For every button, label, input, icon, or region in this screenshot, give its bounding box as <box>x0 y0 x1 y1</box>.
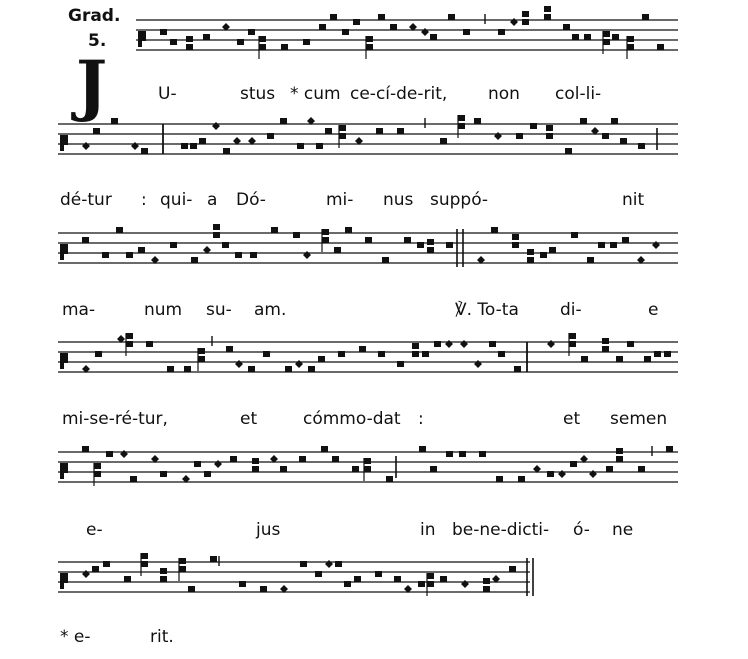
square-note-icon <box>479 451 486 457</box>
rhombus-note-icon <box>445 340 453 348</box>
square-note-icon <box>138 247 145 253</box>
square-note-icon <box>509 566 516 572</box>
square-note-icon <box>427 581 434 587</box>
lyric-syllable: am. <box>254 300 287 320</box>
clef-icon <box>60 463 64 479</box>
square-note-icon <box>300 561 307 567</box>
square-note-icon <box>179 558 186 564</box>
rhombus-note-icon <box>652 241 660 249</box>
square-note-icon <box>422 351 429 357</box>
clef-icon <box>142 36 146 41</box>
lyric-syllable: cómmo-dat <box>303 409 401 429</box>
square-note-icon <box>569 333 576 339</box>
square-note-icon <box>463 29 470 35</box>
clef-icon <box>64 358 68 363</box>
square-note-icon <box>397 128 404 134</box>
square-note-icon <box>160 576 167 582</box>
square-note-icon <box>226 346 233 352</box>
lyric-syllable: rit. <box>150 627 174 647</box>
rhombus-note-icon <box>212 122 220 130</box>
lyric-syllable: stus <box>240 84 276 104</box>
square-note-icon <box>342 29 349 35</box>
square-note-icon <box>489 341 496 347</box>
square-note-icon <box>111 118 118 124</box>
square-note-icon <box>584 34 591 40</box>
square-note-icon <box>666 446 673 452</box>
square-note-icon <box>318 356 325 362</box>
square-note-icon <box>458 123 465 129</box>
rhombus-note-icon <box>82 142 90 150</box>
square-note-icon <box>602 133 609 139</box>
lyric-syllable: su- <box>206 300 232 320</box>
rhombus-note-icon <box>558 470 566 478</box>
rhombus-note-icon <box>82 570 90 578</box>
square-note-icon <box>203 34 210 40</box>
square-note-icon <box>354 576 361 582</box>
lyric-syllable: di- <box>560 300 582 320</box>
square-note-icon <box>572 34 579 40</box>
square-note-icon <box>293 232 300 238</box>
square-note-icon <box>483 578 490 584</box>
square-note-icon <box>627 341 634 347</box>
lyric-syllable: ó- <box>573 520 590 540</box>
square-note-icon <box>338 351 345 357</box>
square-note-icon <box>281 44 288 50</box>
square-note-icon <box>352 466 359 472</box>
clef-icon <box>64 353 68 358</box>
square-note-icon <box>491 227 498 233</box>
lyric-syllable: jus <box>256 520 281 540</box>
square-note-icon <box>606 466 613 472</box>
square-note-icon <box>440 576 447 582</box>
square-note-icon <box>332 456 339 462</box>
square-note-icon <box>344 581 351 587</box>
square-note-icon <box>516 133 523 139</box>
square-note-icon <box>446 451 453 457</box>
rhombus-note-icon <box>295 360 303 368</box>
square-note-icon <box>252 458 259 464</box>
square-note-icon <box>167 366 174 372</box>
square-note-icon <box>378 14 385 20</box>
square-note-icon <box>334 247 341 253</box>
square-note-icon <box>427 239 434 245</box>
square-note-icon <box>612 34 619 40</box>
square-note-icon <box>230 456 237 462</box>
square-note-icon <box>434 341 441 347</box>
lyric-syllable: ne <box>612 520 634 540</box>
square-note-icon <box>194 461 201 467</box>
square-note-icon <box>130 476 137 482</box>
square-note-icon <box>186 36 193 42</box>
square-note-icon <box>598 242 605 248</box>
square-note-icon <box>124 576 131 582</box>
clef-icon <box>64 140 68 145</box>
square-note-icon <box>498 29 505 35</box>
square-note-icon <box>522 19 529 25</box>
square-note-icon <box>141 561 148 567</box>
square-note-icon <box>664 351 671 357</box>
square-note-icon <box>418 581 425 587</box>
square-note-icon <box>570 461 577 467</box>
lyric-syllable: dé-tur <box>60 190 112 210</box>
lyric-syllable: nus <box>383 190 414 210</box>
square-note-icon <box>82 446 89 452</box>
square-note-icon <box>103 561 110 567</box>
initial-letter: J <box>76 46 108 124</box>
square-note-icon <box>571 232 578 238</box>
lyric-syllable: Dó- <box>236 190 266 210</box>
square-note-icon <box>267 133 274 139</box>
square-note-icon <box>498 351 505 357</box>
square-note-icon <box>179 566 186 572</box>
square-note-icon <box>198 348 205 354</box>
square-note-icon <box>248 366 255 372</box>
rhombus-note-icon <box>303 251 311 259</box>
square-note-icon <box>250 252 257 258</box>
square-note-icon <box>285 366 292 372</box>
square-note-icon <box>94 471 101 477</box>
clef-icon <box>64 578 68 583</box>
lyric-syllable: : <box>141 190 147 210</box>
rhombus-note-icon <box>460 340 468 348</box>
lyric-syllable: ma- <box>62 300 96 320</box>
clef-icon <box>64 468 68 473</box>
chant-type-label: Grad. <box>68 6 121 26</box>
square-note-icon <box>184 366 191 372</box>
square-note-icon <box>181 143 188 149</box>
lyric-syllable: e- <box>86 520 103 540</box>
lyric-syllable: non <box>488 84 520 104</box>
square-note-icon <box>419 446 426 452</box>
rhombus-note-icon <box>494 132 502 140</box>
square-note-icon <box>569 341 576 347</box>
lyric-syllable: * cum <box>290 84 341 104</box>
square-note-icon <box>644 356 651 362</box>
mode-label: 5. <box>88 31 107 51</box>
square-note-icon <box>620 138 627 144</box>
square-note-icon <box>335 561 342 567</box>
square-note-icon <box>237 39 244 45</box>
square-note-icon <box>223 148 230 154</box>
square-note-icon <box>366 36 373 42</box>
square-note-icon <box>160 471 167 477</box>
square-note-icon <box>92 566 99 572</box>
lyric-syllable: et <box>563 409 581 429</box>
square-note-icon <box>440 138 447 144</box>
square-note-icon <box>611 118 618 124</box>
square-note-icon <box>170 242 177 248</box>
clef-icon <box>64 249 68 254</box>
clef-icon <box>64 135 68 140</box>
lyric-syllable: et <box>240 409 258 429</box>
square-note-icon <box>366 44 373 50</box>
square-note-icon <box>82 237 89 243</box>
square-note-icon <box>603 31 610 37</box>
lyric-syllable: a <box>207 190 218 210</box>
square-note-icon <box>530 123 537 129</box>
lyric-syllable: e <box>648 300 659 320</box>
square-note-icon <box>315 571 322 577</box>
square-note-icon <box>339 133 346 139</box>
square-note-icon <box>496 476 503 482</box>
square-note-icon <box>316 143 323 149</box>
clef-icon <box>60 353 64 369</box>
square-note-icon <box>95 351 102 357</box>
square-note-icon <box>514 366 521 372</box>
square-note-icon <box>397 361 404 367</box>
lyric-syllable: ℣. To-ta <box>455 300 519 320</box>
square-note-icon <box>540 252 547 258</box>
square-note-icon <box>321 446 328 452</box>
rhombus-note-icon <box>510 18 518 26</box>
square-note-icon <box>483 586 490 592</box>
square-note-icon <box>627 44 634 50</box>
square-note-icon <box>580 118 587 124</box>
square-note-icon <box>322 237 329 243</box>
square-note-icon <box>303 39 310 45</box>
square-note-icon <box>546 133 553 139</box>
square-note-icon <box>412 351 419 357</box>
square-note-icon <box>547 471 554 477</box>
rhombus-note-icon <box>461 580 469 588</box>
lyric-syllable: suppó- <box>430 190 489 210</box>
square-note-icon <box>322 229 329 235</box>
square-note-icon <box>603 39 610 45</box>
rhombus-note-icon <box>120 450 128 458</box>
lyric-syllable: be-ne-dicti- <box>452 520 550 540</box>
rhombus-note-icon <box>235 360 243 368</box>
square-note-icon <box>430 34 437 40</box>
square-note-icon <box>638 466 645 472</box>
square-note-icon <box>638 143 645 149</box>
square-note-icon <box>260 586 267 592</box>
square-note-icon <box>191 257 198 263</box>
square-note-icon <box>297 143 304 149</box>
lyric-syllable: col-li- <box>555 84 602 104</box>
square-note-icon <box>319 24 326 30</box>
square-note-icon <box>204 471 211 477</box>
square-note-icon <box>378 351 385 357</box>
rhombus-note-icon <box>589 470 597 478</box>
square-note-icon <box>563 24 570 30</box>
square-note-icon <box>430 466 437 472</box>
square-note-icon <box>160 29 167 35</box>
square-note-icon <box>544 14 551 20</box>
square-note-icon <box>394 576 401 582</box>
lyric-syllable: ce-cí-de-rit, <box>350 84 448 104</box>
square-note-icon <box>248 29 255 35</box>
lyric-syllable: qui- <box>160 190 193 210</box>
square-note-icon <box>386 476 393 482</box>
square-note-icon <box>188 586 195 592</box>
square-note-icon <box>364 466 371 472</box>
square-note-icon <box>325 128 332 134</box>
lyric-syllable: num <box>144 300 183 320</box>
rhombus-note-icon <box>325 560 333 568</box>
square-note-icon <box>474 118 481 124</box>
square-note-icon <box>126 252 133 258</box>
square-note-icon <box>427 573 434 579</box>
clef-icon <box>60 135 64 151</box>
square-note-icon <box>616 356 623 362</box>
square-note-icon <box>126 333 133 339</box>
square-note-icon <box>141 553 148 559</box>
square-note-icon <box>602 346 609 352</box>
square-note-icon <box>602 338 609 344</box>
square-note-icon <box>280 466 287 472</box>
square-note-icon <box>259 36 266 42</box>
lyric-syllable: U- <box>158 84 177 104</box>
lyric-syllable: mi-se-ré-tur, <box>62 409 168 429</box>
square-note-icon <box>512 234 519 240</box>
rhombus-note-icon <box>421 28 429 36</box>
square-note-icon <box>213 224 220 230</box>
square-note-icon <box>359 346 366 352</box>
square-note-icon <box>446 242 453 248</box>
square-note-icon <box>213 232 220 238</box>
square-note-icon <box>565 148 572 154</box>
rhombus-note-icon <box>547 340 555 348</box>
square-note-icon <box>627 36 634 42</box>
square-note-icon <box>518 476 525 482</box>
square-note-icon <box>299 456 306 462</box>
square-note-icon <box>186 44 193 50</box>
square-note-icon <box>210 556 217 562</box>
square-note-icon <box>546 125 553 131</box>
clef-icon <box>64 244 68 249</box>
rhombus-note-icon <box>214 460 222 468</box>
square-note-icon <box>106 451 113 457</box>
square-note-icon <box>522 11 529 17</box>
square-note-icon <box>345 227 352 233</box>
lyric-syllable: mi- <box>326 190 354 210</box>
square-note-icon <box>190 143 197 149</box>
square-note-icon <box>198 356 205 362</box>
clef-icon <box>142 31 146 36</box>
square-note-icon <box>222 242 229 248</box>
lyric-syllable: : <box>418 409 424 429</box>
square-note-icon <box>527 257 534 263</box>
square-note-icon <box>459 451 466 457</box>
square-note-icon <box>116 227 123 233</box>
square-note-icon <box>642 14 649 20</box>
square-note-icon <box>587 257 594 263</box>
square-note-icon <box>527 249 534 255</box>
clef-icon <box>64 463 68 468</box>
square-note-icon <box>654 351 661 357</box>
rhombus-note-icon <box>131 142 139 150</box>
square-note-icon <box>364 458 371 464</box>
clef-icon <box>60 573 64 589</box>
square-note-icon <box>417 242 424 248</box>
square-note-icon <box>235 252 242 258</box>
square-note-icon <box>544 6 551 12</box>
square-note-icon <box>239 581 246 587</box>
square-note-icon <box>657 44 664 50</box>
square-note-icon <box>458 115 465 121</box>
square-note-icon <box>271 227 278 233</box>
square-note-icon <box>616 456 623 462</box>
square-note-icon <box>259 44 266 50</box>
square-note-icon <box>390 24 397 30</box>
square-note-icon <box>146 341 153 347</box>
square-note-icon <box>375 571 382 577</box>
square-note-icon <box>126 341 133 347</box>
square-note-icon <box>616 448 623 454</box>
clef-icon <box>60 244 64 260</box>
lyric-syllable: semen <box>610 409 668 429</box>
square-note-icon <box>199 138 206 144</box>
rhombus-note-icon <box>474 360 482 368</box>
square-note-icon <box>94 463 101 469</box>
square-note-icon <box>622 237 629 243</box>
square-note-icon <box>102 252 109 258</box>
square-note-icon <box>263 351 270 357</box>
square-note-icon <box>339 125 346 131</box>
square-note-icon <box>382 257 389 263</box>
square-note-icon <box>308 366 315 372</box>
lyric-syllable: * e- <box>60 627 91 647</box>
square-note-icon <box>330 14 337 20</box>
clef-icon <box>64 573 68 578</box>
square-note-icon <box>93 128 100 134</box>
square-note-icon <box>549 247 556 253</box>
lyric-syllable: in <box>420 520 436 540</box>
square-note-icon <box>404 237 411 243</box>
square-note-icon <box>170 39 177 45</box>
square-note-icon <box>376 128 383 134</box>
square-note-icon <box>160 568 167 574</box>
square-note-icon <box>610 242 617 248</box>
square-note-icon <box>427 247 434 253</box>
square-note-icon <box>512 242 519 248</box>
square-note-icon <box>141 148 148 154</box>
square-note-icon <box>252 466 259 472</box>
square-note-icon <box>365 237 372 243</box>
square-note-icon <box>280 118 287 124</box>
clef-icon <box>138 31 142 47</box>
square-note-icon <box>412 343 419 349</box>
square-note-icon <box>353 19 360 25</box>
lyric-syllable: nit <box>622 190 645 210</box>
square-note-icon <box>581 356 588 362</box>
square-note-icon <box>448 14 455 20</box>
